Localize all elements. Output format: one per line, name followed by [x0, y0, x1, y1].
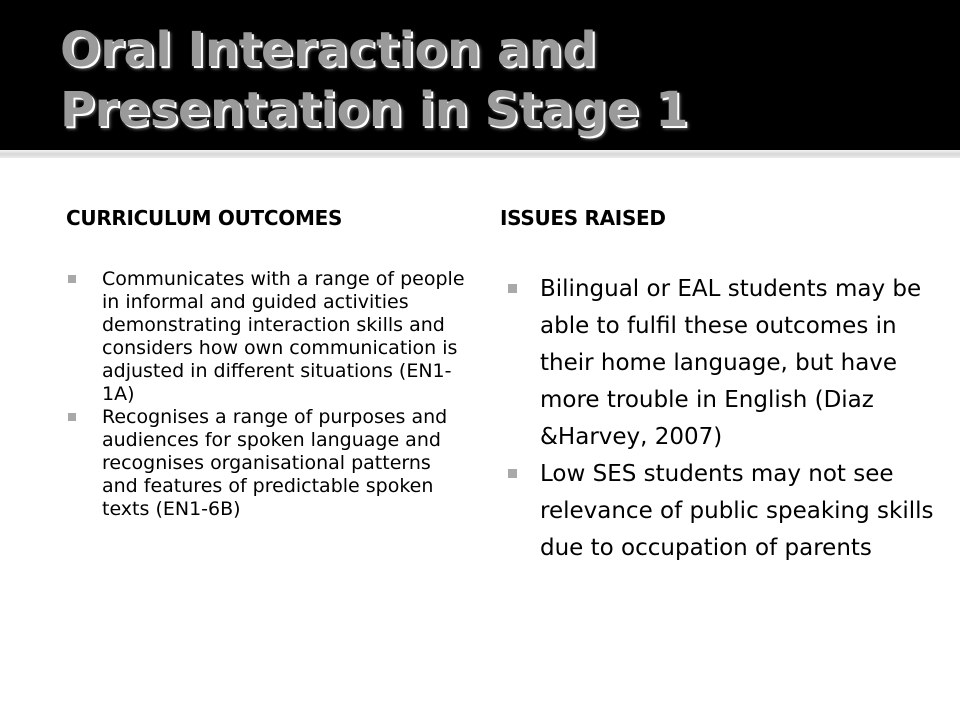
curriculum-outcomes-heading: CURRICULUM OUTCOMES — [66, 206, 343, 230]
curriculum-outcomes-list — [66, 268, 466, 521]
list-item — [66, 268, 466, 406]
square-bullet-icon — [68, 275, 76, 283]
square-bullet-icon — [508, 469, 517, 478]
issues-raised-list — [508, 271, 938, 567]
list-item — [508, 456, 938, 567]
list-item — [66, 406, 466, 521]
square-bullet-icon — [68, 413, 76, 421]
issue-text: Bilingual or EAL students may be able to fulfil these outcomes in their home language, but have more trouble in English (Diaz &Harvey, 2007) — [540, 276, 922, 450]
square-bullet-icon — [508, 284, 517, 293]
outcome-text: Communicates with a range of people in informal and guided activities demonstrating interaction skills and considers how own communication is adjusted in different situations (EN1-1A) — [102, 268, 465, 405]
issues-raised-heading: ISSUES RAISED — [500, 206, 666, 230]
slide-title: Oral Interaction and Presentation in Stage 1 — [60, 22, 689, 138]
slide-content — [0, 158, 960, 720]
title-divider — [0, 150, 960, 158]
issue-text: Low SES students may not see relevance of public speaking skills due to occupation of parents — [540, 461, 934, 561]
list-item — [508, 271, 938, 456]
title-bar — [0, 0, 960, 150]
outcome-text: Recognises a range of purposes and audiences for spoken language and recognises organisational patterns and features of predictable spoken texts (EN1-6B) — [102, 406, 448, 520]
